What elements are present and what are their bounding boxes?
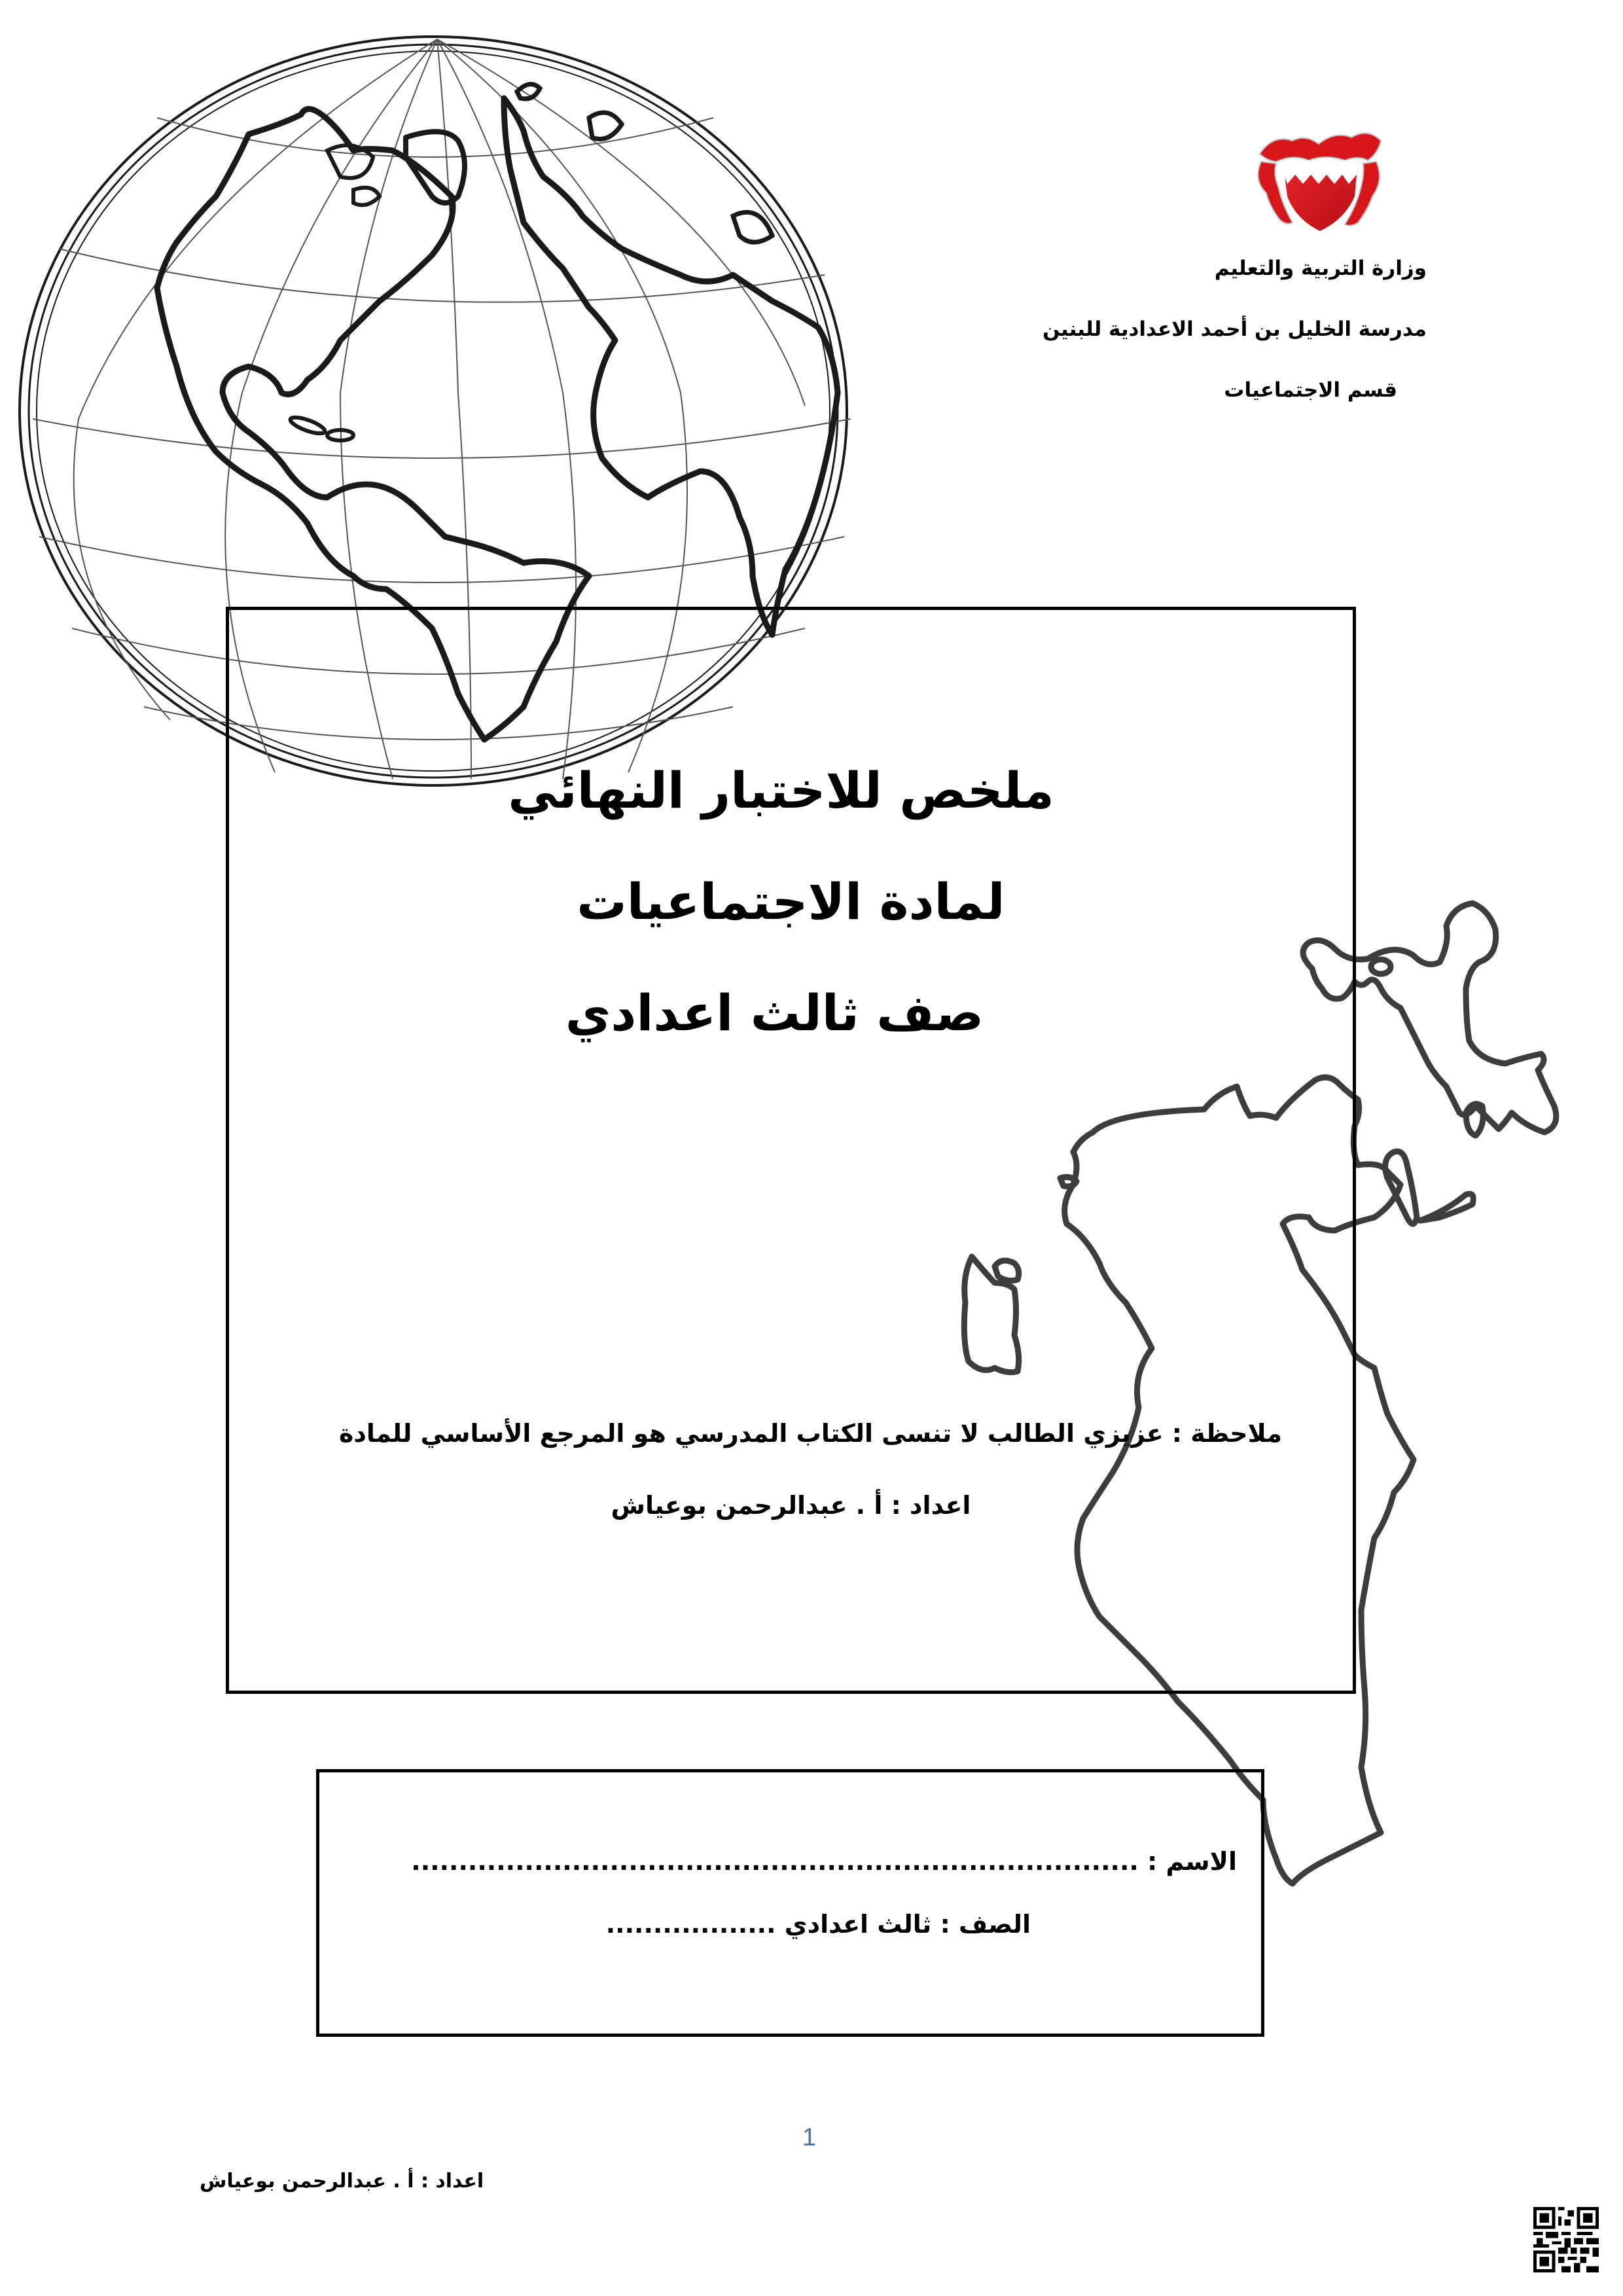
ministry-name: وزارة التربية والتعليم: [1214, 257, 1427, 280]
title-line-grade: صف ثالث اعدادي: [565, 984, 984, 1042]
prepared-by: اعداد : أ . عبدالرحمن بوعياش: [611, 1491, 971, 1520]
footer-author: اعداد : أ . عبدالرحمن بوعياش: [200, 2170, 484, 2193]
student-name-label: الاسم :: [1147, 1847, 1237, 1876]
school-name: مدرسة الخليل بن أحمد الاعدادية للبنين: [1043, 317, 1427, 341]
student-name-field[interactable]: [411, 1847, 1237, 1876]
department-name: قسم الاجتماعيات: [1224, 378, 1397, 402]
title-line-subject: لمادة الاجتماعيات: [577, 872, 1005, 931]
student-note: ملاحظة : عزيزي الطالب لا تنسى الكتاب المدرسي هو المرجع الأساسي للمادة: [338, 1419, 1283, 1448]
student-class-label: الصف :: [940, 1910, 1031, 1939]
page-number: 1: [802, 2124, 817, 2151]
student-class-blank[interactable]: ..................: [605, 1910, 776, 1939]
qr-code-icon[interactable]: [1533, 2207, 1599, 2272]
bahrain-coat-of-arms-icon: [1247, 115, 1391, 236]
student-name-blank[interactable]: .............................................................................: [411, 1847, 1139, 1876]
title-line-summary: ملخص للاختبار النهائي: [508, 761, 1054, 819]
student-info-box: [316, 1769, 1264, 2037]
student-class-value: ثالث اعدادي: [784, 1910, 932, 1939]
student-class-field[interactable]: [606, 1910, 1031, 1939]
